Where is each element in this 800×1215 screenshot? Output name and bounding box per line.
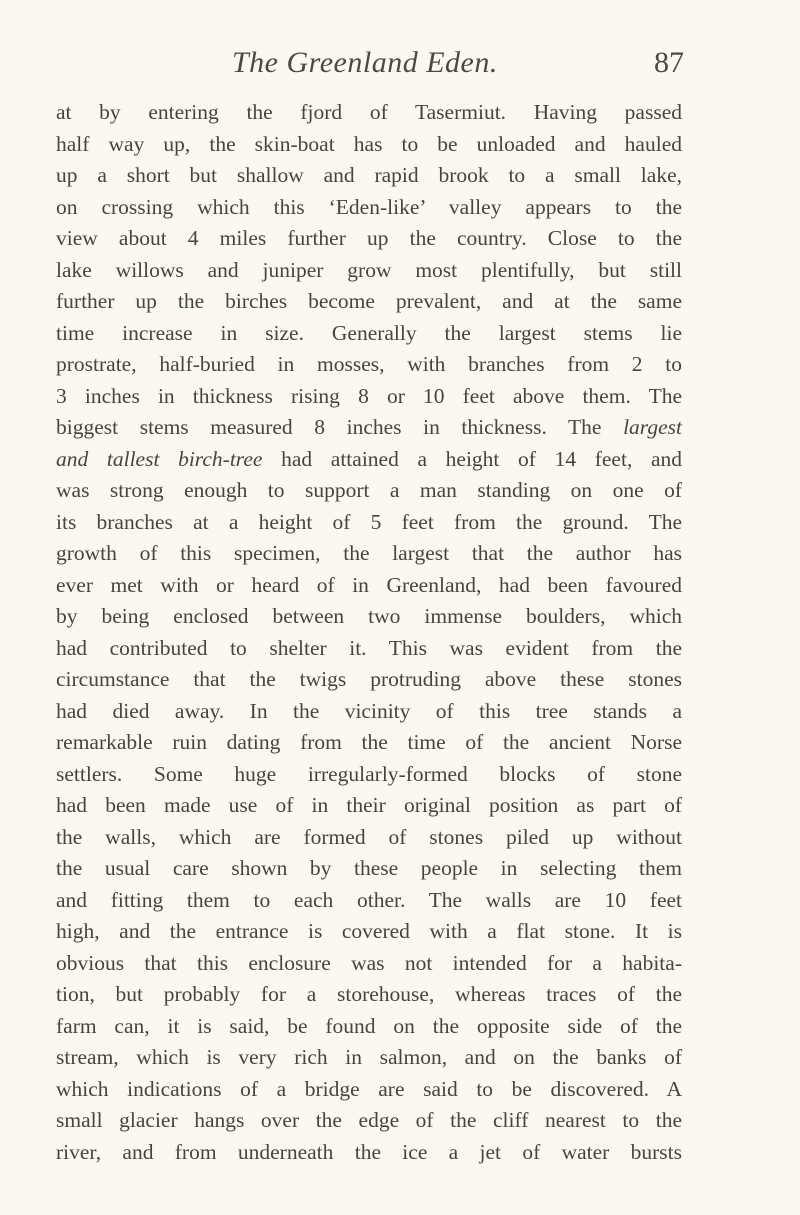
text-line-9: prostrate, half-buried in mosses, with branches from 2 to	[56, 352, 682, 376]
text-line-32: which indications of a bridge are said to be discovered. A	[56, 1076, 682, 1101]
text-line-33: small glacier hangs over the edge of the cliff nearest to the	[56, 1108, 682, 1132]
text-line-31: stream, which is very rich in salmon, and on the banks of	[56, 1045, 682, 1069]
body-text	[56, 97, 682, 1168]
text-line-26: and fitting them to each other. The walls are 10 feet	[56, 887, 682, 912]
text-line-34: river, and from underneath the ice a jet of water bursts	[56, 1139, 682, 1164]
text-line-13: was strong enough to support a man standing on one of	[56, 478, 682, 502]
text-line-4: on crossing which this ‘Eden-like’ valley appears to the	[56, 194, 682, 219]
text-line-5: view about 4 miles further up the country. Close to the	[56, 226, 682, 250]
text-line-11-roman: biggest stems measured 8 inches in thickness. The	[56, 415, 602, 439]
running-head	[0, 46, 800, 86]
text-line-20: had died away. In the vicinity of this tree stands a	[56, 698, 682, 723]
text-line-28: obvious that this enclosure was not intended for a habita-	[56, 950, 682, 975]
italic-phrase: and tallest birch-tree	[56, 446, 263, 471]
text-line-14: its branches at a height of 5 feet from the ground. The	[56, 509, 682, 534]
text-line-10: 3 inches in thickness rising 8 or 10 feet above them. The	[56, 383, 682, 408]
text-line-22: settlers. Some huge irregularly-formed blocks of stone	[56, 761, 682, 786]
text-line-2: half way up, the skin-boat has to be unloaded and hauled	[56, 131, 682, 156]
text-line-27: high, and the entrance is covered with a flat stone. It is	[56, 919, 682, 943]
text-line-25: the usual care shown by these people in selecting them	[56, 856, 682, 880]
text-line-16: ever met with or heard of in Greenland, had been favoured	[56, 572, 682, 597]
text-line-15: growth of this specimen, the largest that the author has	[56, 541, 682, 565]
text-line-29: tion, but probably for a storehouse, whereas traces of the	[56, 982, 682, 1006]
text-line-1: at by entering the fjord of Tasermiut. Having passed	[56, 100, 682, 124]
text-line-17: by being enclosed between two immense boulders, which	[56, 604, 682, 628]
text-line-6: lake willows and juniper grow most plentifully, but still	[56, 257, 682, 282]
text-line-8: time increase in size. Generally the largest stems lie	[56, 320, 682, 345]
text-line-30: farm can, it is said, be found on the opposite side of the	[56, 1013, 682, 1038]
text-line-23: had been made use of in their original position as part of	[56, 793, 682, 817]
text-line-18: had contributed to shelter it. This was evident from the	[56, 635, 682, 660]
text-line-11	[56, 412, 682, 444]
italic-phrase: largest	[623, 415, 683, 439]
text-line-12	[56, 444, 682, 476]
text-line-12-roman: had attained a height of 14 feet, and	[281, 446, 683, 471]
running-title: The Greenland Eden.	[232, 46, 498, 79]
text-line-24: the walls, which are formed of stones piled up without	[56, 824, 682, 849]
text-line-3: up a short but shallow and rapid brook to a small lake,	[56, 163, 682, 187]
text-line-7: further up the birches become prevalent, and at the same	[56, 289, 682, 313]
page-number: 87	[654, 46, 684, 79]
text-line-21: remarkable ruin dating from the time of the ancient Norse	[56, 730, 682, 754]
text-line-19: circumstance that the twigs protruding above these stones	[56, 667, 682, 691]
